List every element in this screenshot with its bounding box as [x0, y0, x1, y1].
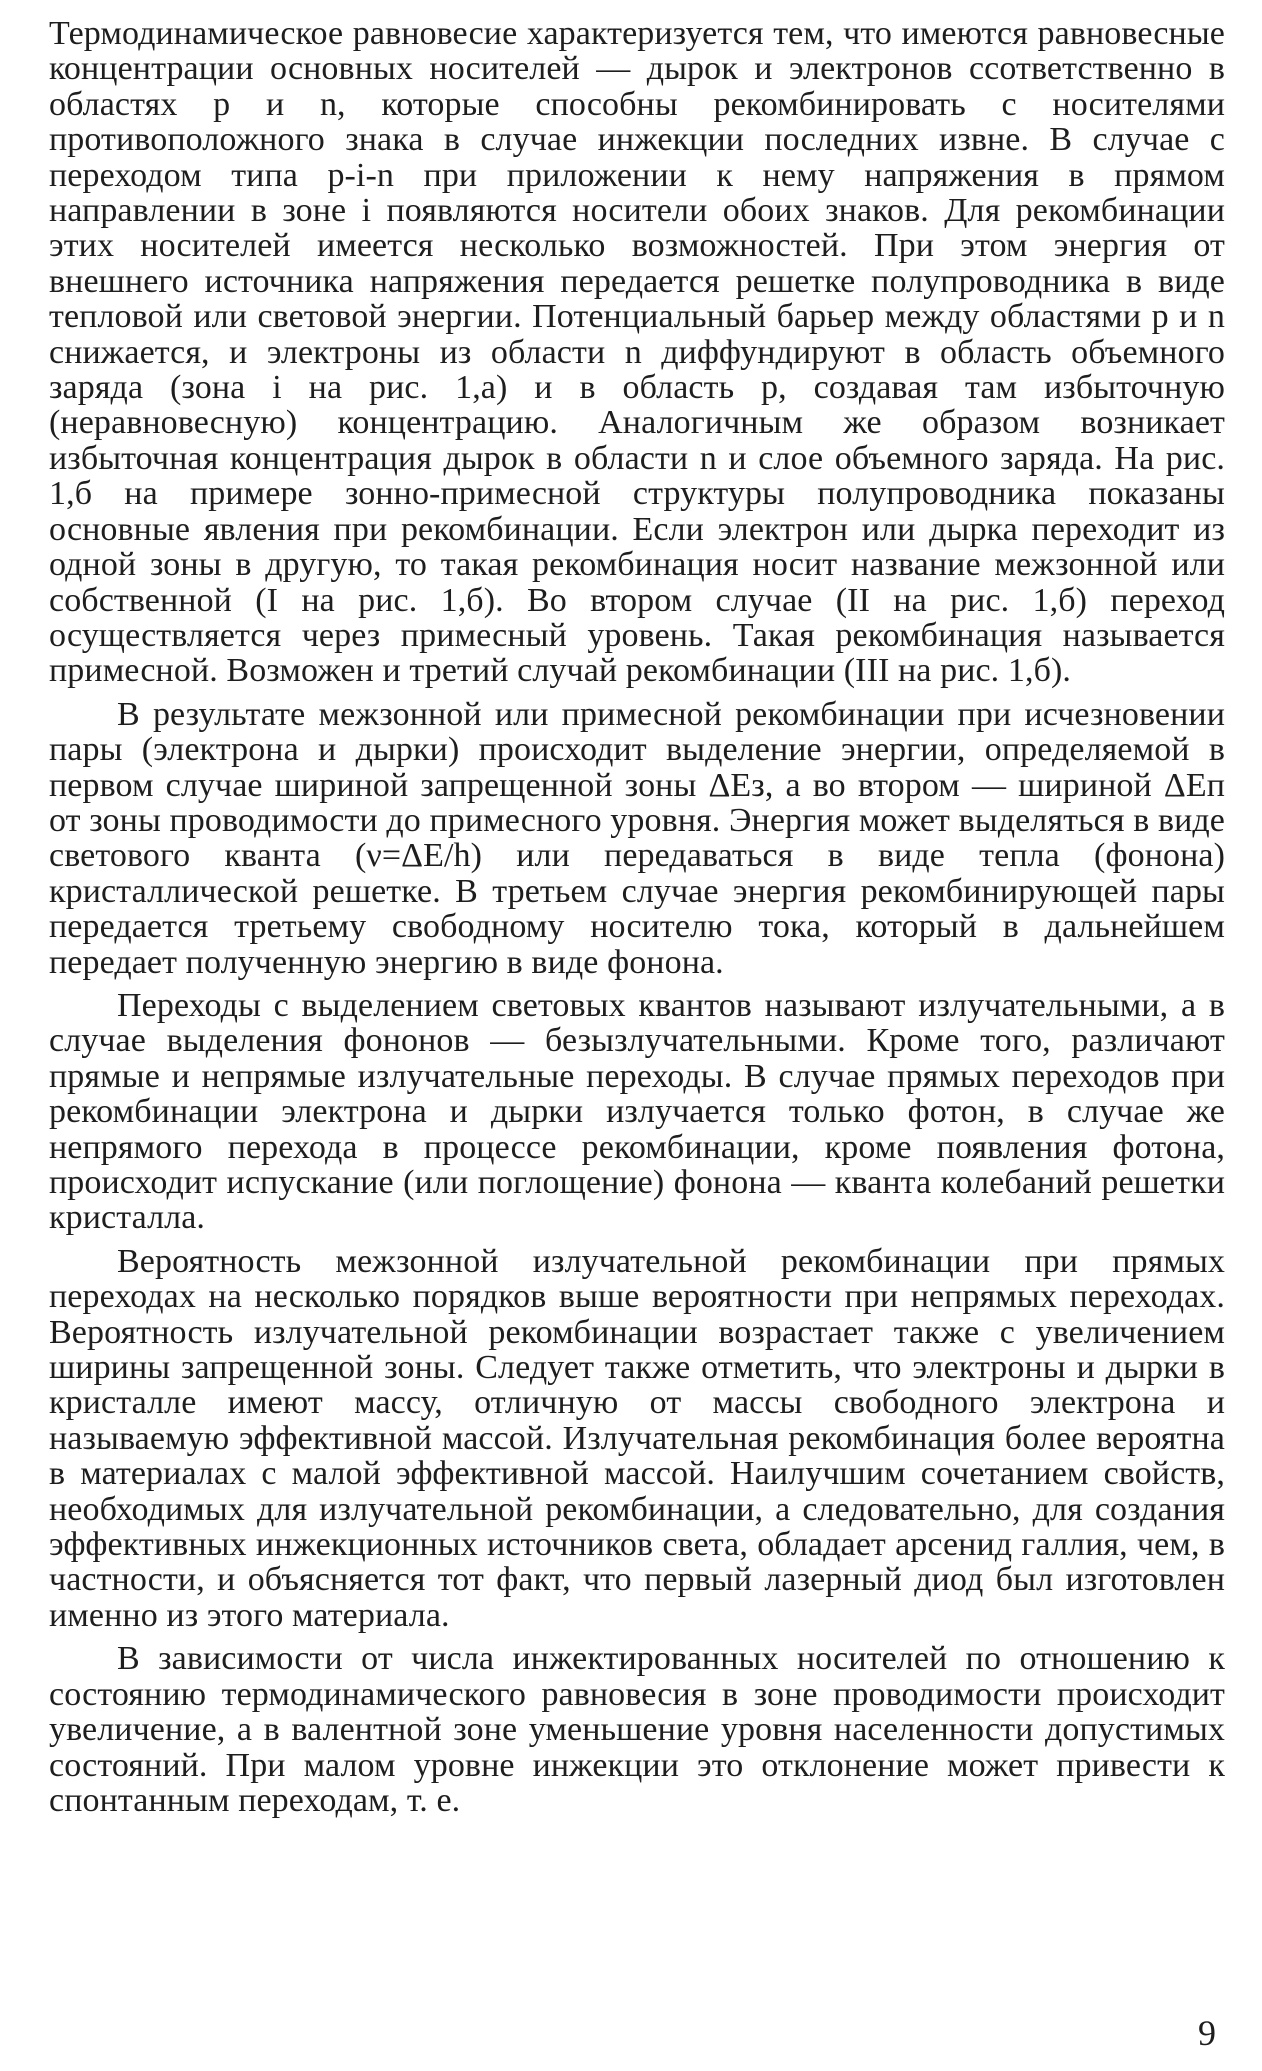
paragraph-5: В зависимости от числа инжектированных носителей по отношению к состоянию термодинамического равновесия в зоне проводимости происходит увеличение, а в валентной зоне уменьшение уровня населенности допустимых состояний. При малом уровне инжекции это отклонение может привести к спонтанным переходам, т. е.: [49, 1640, 1225, 1819]
paragraph-4: Вероятность межзонной излучательной рекомбинации при прямых переходах на несколько порядков выше вероятности при непрямых переходах. Вероятность излучательной рекомбинации возрастает также с увеличением ширины запрещенной зоны. Следует также отметить, что электроны и дырки в кристалле имеют массу, отличную от массы свободного электрона и называемую эффективной массой. Излучательная рекомбинация более вероятна в материалах с малой эффективной массой. Наилучшим сочетанием свойств, необходимых для излучательной рекомбинации, а следовательно, для создания эффективных инжекционных источников света, обладает арсенид галлия, чем, в частности, и объясняется тот факт, что первый лазерный диод был изготовлен именно из этого материала.: [49, 1242, 1225, 1634]
paragraph-1: Термодинамическое равновесие характеризуется тем, что имеются равновесные концентрации основных носителей — дырок и электронов ссответственно в областях p и n, которые способны рекомбинировать с носителями противоположного знака в случае инжекции последних извне. В случае с переходом типа p-i-n при приложении к нему напряжения в прямом направлении в зоне i появляются носители обоих знаков. Для рекомбинации этих носителей имеется несколько возможностей. При этом энергия от внешнего источника напряжения передается решетке полупроводника в виде тепловой или световой энергии. Потенциальный барьер между областями p и n снижается, и электроны из области n диффундируют в область объемного заряда (зона i на рис. 1,a) и в область p, создавая там избыточную (неравновесную) концентрацию. Аналогичным же образом возникает избыточная концентрация дырок в области n и слое объемного заряда. На рис. 1,б на примере зонно-примесной структуры полупроводника показаны основные явления при рекомбинации. Если электрон или дырка переходит из одной зоны в другую, то такая рекомбинация носит название межзонной или собственной (I на рис. 1,б). Во втором случае (II на рис. 1,б) переход осуществляется через примесный уровень. Такая рекомбинация называется примесной. Возможен и третий случай рекомбинации (III на рис. 1,б).: [49, 15, 1225, 690]
book-page: [49, 16, 1225, 1826]
paragraph-2: В результате межзонной или примесной рекомбинации при исчезновении пары (электрона и дырки) происходит выделение энергии, определяемой в первом случае шириной запрещенной зоны ΔEз, а во втором — шириной ΔEп от зоны проводимости до примесного уровня. Энергия может выделяться в виде светового кванта (ν=ΔE/h) или передаваться в виде тепла (фонона) кристаллической решетке. В третьем случае энергия рекомбинирующей пары передается третьему свободному носителю тока, который в дальнейшем передает полученную энергию в виде фонона.: [49, 695, 1225, 981]
page-number: 9: [1198, 2013, 1216, 2053]
paragraph-3: Переходы с выделением световых квантов называют излучательными, а в случае выделения фононов — безызлучательными. Кроме того, различают прямые и непрямые излучательные переходы. В случае прямых переходов при рекомбинации электрона и дырки излучается только фотон, в случае же непрямого перехода в процессе рекомбинации, кроме появления фотона, происходит испускание (или поглощение) фонона — кванта колебаний решетки кристалла.: [49, 986, 1225, 1237]
